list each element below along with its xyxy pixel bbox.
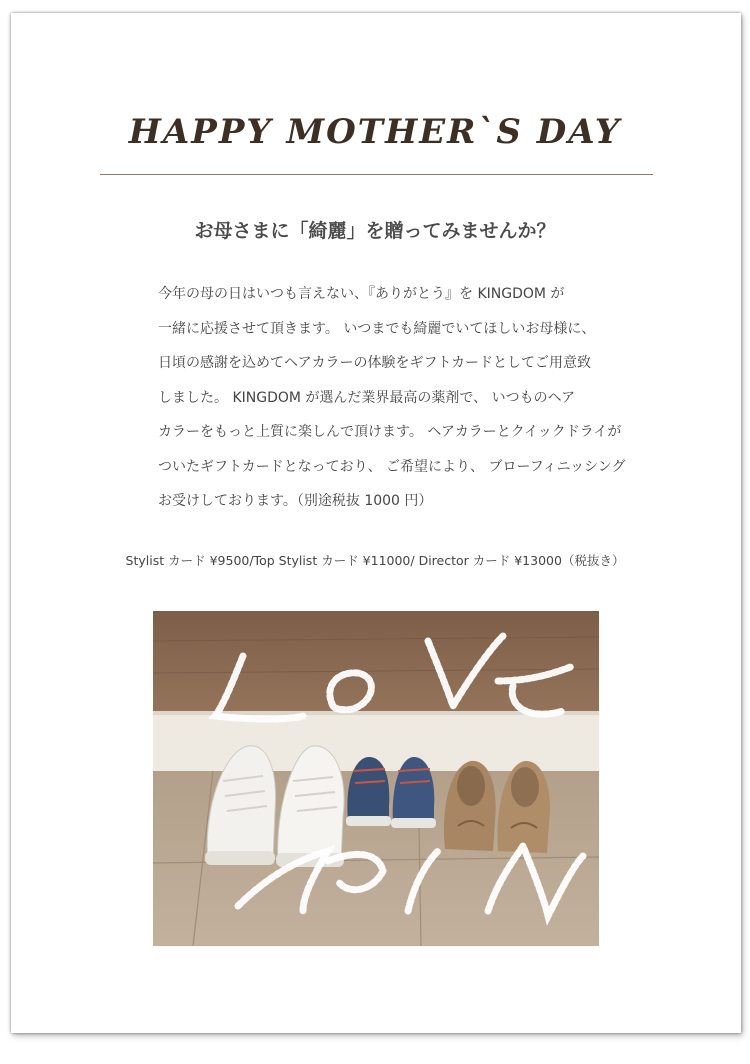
wood-wall: [153, 611, 599, 711]
subtitle: お母さまに「綺麗」を贈ってみませんか？: [194, 220, 556, 242]
shoes-photo: [153, 611, 599, 946]
body-line: ついたギフトカードとなっており、 ご希望により、 ブローフィニッシング: [158, 458, 626, 475]
body-line: 日頃の感謝を込めてヘアカラーの体験をギフトカードとしてご用意致: [158, 355, 592, 371]
body-line: 一緒に応援させて頂きます。 いつまでも綺麗でいてほしいお母様に、: [158, 320, 596, 337]
body-line: お受けしております。（別途税抜 1000 円）: [158, 493, 433, 509]
body-line: しました。 KINGDOM が選んだ業界最高の薬剤で、 いつものヘア: [158, 389, 576, 406]
price-line: Stylist カード ¥9500/Top Stylist カード ¥11000/ Director カード ¥13000（税抜き）: [125, 553, 625, 568]
body-line: カラーをもっと上質に楽しんで頂けます。 ヘアカラーとクイックドライが: [158, 424, 622, 440]
title-divider: [100, 174, 653, 175]
page-title: HAPPY MOTHER`S DAY: [128, 112, 622, 152]
body-text: [158, 282, 626, 524]
body-line: 今年の母の日はいつも言えない、『ありがとう』を KINGDOM が: [158, 286, 565, 302]
